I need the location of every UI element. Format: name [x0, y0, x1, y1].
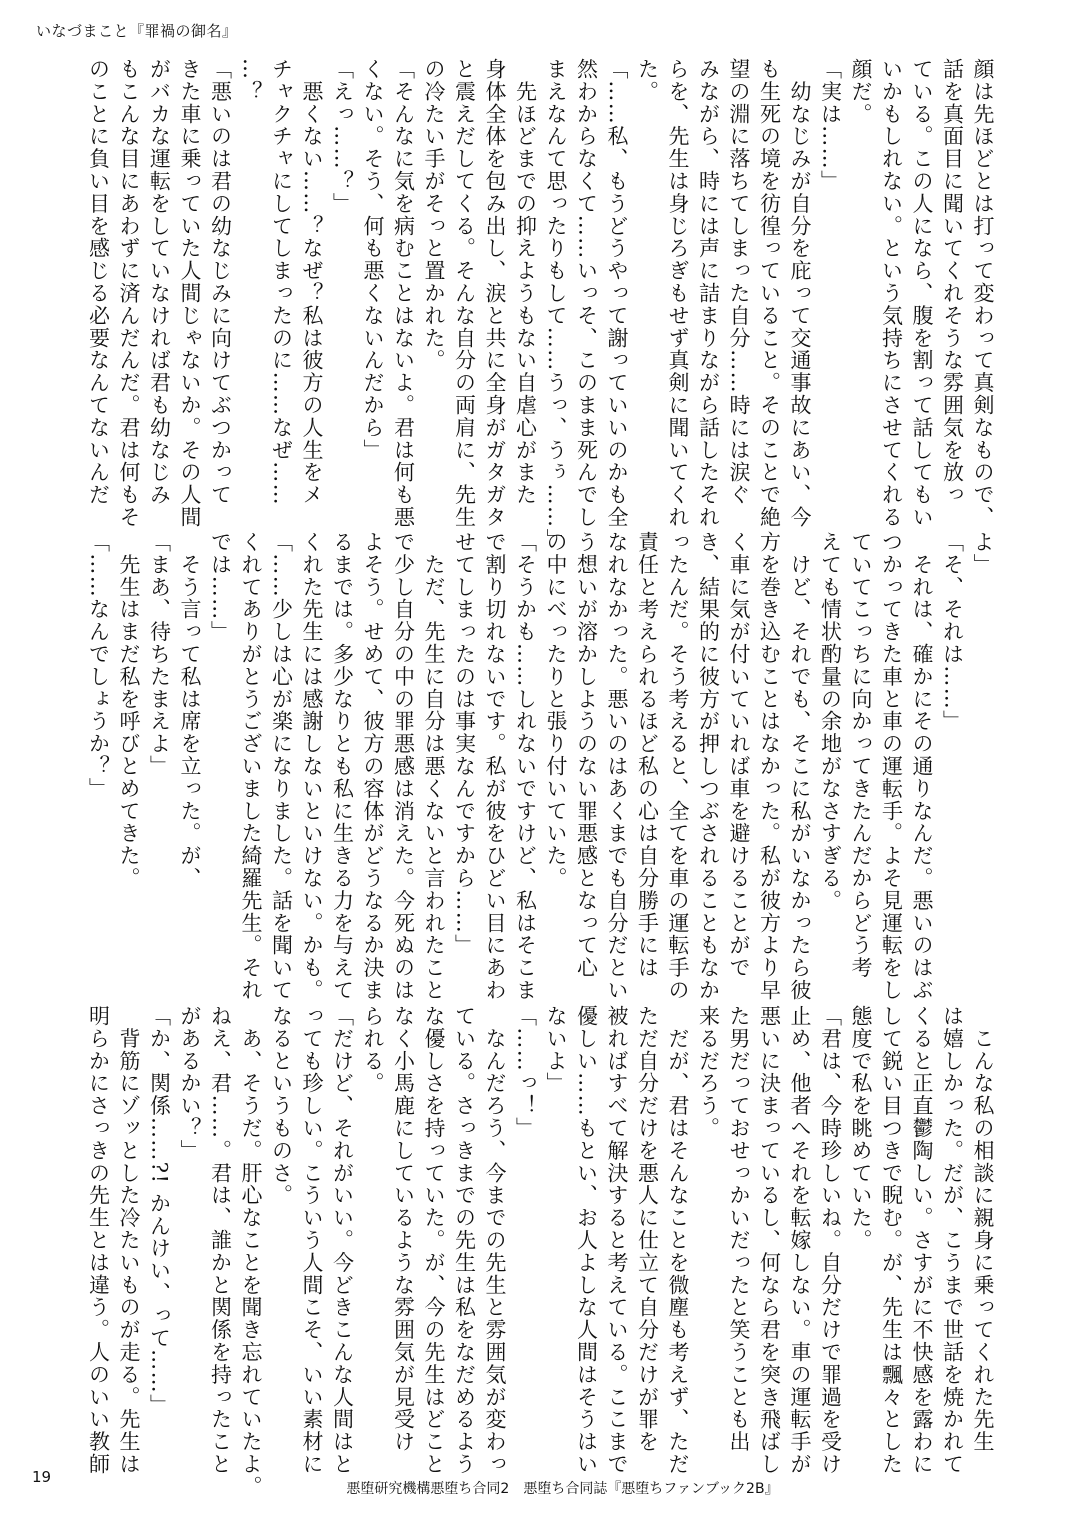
text-line: けど、それでも、そこに私がいなかったら彼 — [788, 531, 812, 1002]
text-line: 身体全体を包み出し、涙と共に全身がガタガタ — [483, 58, 507, 529]
text-line: 望の淵に落ちてしまった自分……時には涙ぐ — [727, 58, 751, 506]
text-line: らを、先生は身じろぎもせず真剣に聞いてくれ — [666, 58, 690, 529]
text-line: う想いが溶かしようのない罪悪感となって心 — [574, 531, 599, 979]
text-line: 「……っ！」 — [513, 1005, 538, 1140]
text-line: 「……私、もうどうやって謝っていいのかも全 — [605, 58, 629, 529]
text-line: 顔だ。 — [849, 58, 873, 126]
text-line: ていてこっちに向かってきたんだからどう考 — [849, 531, 873, 979]
text-line: ただ、先生に自分は悪くないと言われたこと — [422, 531, 446, 1002]
text-line: 「そ、それは……」 — [940, 531, 965, 733]
text-line: 「か、関係……?! かんけい、って……」 — [147, 1005, 172, 1417]
text-line: は嬉しかった。だが、こうまで世話を焼かれて — [940, 1005, 965, 1476]
text-line: で割り切れないです。私が彼をひどい目にあわ — [483, 531, 507, 1002]
text-line: …？ — [239, 58, 263, 103]
text-line: そう言って私は席を立った。が、 — [178, 531, 202, 890]
text-line: 「悪いのは君の幼なじみに向けてぶつかって — [208, 58, 233, 506]
text-line: なるというものさ。 — [269, 1005, 294, 1207]
text-line: だが、君はそんなことを微塵も考えず、ただ — [666, 1005, 690, 1476]
text-line: 方を巻き込むことはなかった。私が彼方より早 — [757, 531, 782, 1002]
text-line: の中にべったりと張り付いていた。 — [544, 531, 568, 890]
text-line: がバカな運転をしていなければ君も幼なじみ — [147, 58, 172, 506]
text-line: みながら、時には声に詰まりながら話したそれ — [696, 58, 721, 529]
text-line: 責任と考えられるほど私の心は自分勝手には — [635, 531, 660, 979]
text-line: よ」 — [971, 531, 995, 576]
text-line: よそう。せめて、彼方の容体がどうなるか決ま — [361, 531, 385, 1002]
text-line: ったんだ。そう考えると、全てを車の運転手の — [666, 531, 690, 1002]
text-line: 被ればすべて解決すると考えている。ここまで — [605, 1005, 629, 1476]
text-line: き、結果的に彼方が押しつぶされることもなか — [696, 531, 721, 1002]
text-line: なく小馬鹿にしているような雰囲気が見受け — [391, 1005, 416, 1453]
text-line: ねえ、君……。君は、誰かと関係を持ったこと — [208, 1005, 233, 1476]
text-line: まえなんて思ったりもして……うっ、うぅ……」 — [544, 58, 568, 551]
text-line: 「実は……」 — [818, 58, 843, 193]
text-line: 幼なじみが自分を庇って交通事故にあい、今 — [788, 58, 812, 529]
text-line: 背筋にゾッとした冷たいものが走る。先生は — [117, 1005, 141, 1476]
text-line: それは、確かにその通りなんだ。悪いのはぶ — [910, 531, 934, 1002]
text-line: くない。そう、何も悪くないんだから」 — [361, 58, 385, 462]
text-line: 話を真面目に聞いてくれそうな雰囲気を放っ — [940, 58, 965, 506]
text-line: 「……なんでしょうか？」 — [86, 531, 111, 800]
text-line: た。 — [635, 58, 660, 103]
text-line: 先生はまだ私を呼びとめてきた。 — [117, 531, 141, 890]
publication-footer: 悪堕研究機構悪堕ち合同2 悪堕ち合同誌『悪堕ちファンブック2B』 — [346, 1481, 779, 1497]
text-line: 「そうかも……しれないですけど、私はそこま — [513, 531, 538, 1002]
text-line: があるかい？」 — [178, 1005, 202, 1162]
text-line: せてしまったのは事実なんですから……」 — [452, 531, 477, 957]
text-line: して鋭い目つきで睨む。が、先生は飄々とした — [879, 1005, 904, 1476]
text-line: 「君は、今時珍しいね。自分だけで罪過を受け — [818, 1005, 843, 1476]
text-line: 態度で私を眺めていた。 — [849, 1005, 873, 1252]
text-line: つかってきた車と車の運転手。よそ見運転をし — [879, 531, 904, 1002]
text-line: ないよ」 — [544, 1005, 568, 1095]
text-line: 明らかにさっきの先生とは違う。人のいい教師 — [86, 1005, 111, 1476]
text-line: く車に気が付いていれば車を避けることがで — [727, 531, 751, 979]
text-line: なんだろう、今までの先生と雰囲気が変わっ — [483, 1005, 507, 1476]
text-line: 優しい……もとい、お人よしな人間はそうはい — [574, 1005, 599, 1476]
text-line: 来るだろう。 — [696, 1005, 721, 1140]
text-line: もこんな目にあわずに済んだんだ。君は何もそ — [117, 58, 141, 529]
text-line: なれなかった。悪いのはあくまでも自分だとい — [605, 531, 629, 1002]
text-line: 悪いに決まっているし、何なら君を突き飛ばし — [757, 1005, 782, 1476]
text-line: 然わからなくて……いっそ、このまま死んでし — [574, 58, 599, 529]
text-line: きた車に乗っていた人間じゃないか。その人間 — [178, 58, 202, 529]
text-line: 止め、他者へそれを転嫁しない。車の運転手が — [788, 1005, 812, 1476]
text-line: いかもしれない。という気持ちにさせてくれる — [879, 58, 904, 529]
text-line: の冷たい手がそっと置かれた。 — [422, 58, 446, 372]
running-header: いなづまこと『罪禍の御名』 — [36, 22, 238, 40]
text-line: 「えっ……？」 — [330, 58, 355, 215]
text-line: 「まあ、待ちたまえよ」 — [147, 531, 172, 778]
text-line: 「だけど、それがいい。今どきこんな人間はと — [330, 1005, 355, 1476]
text-line: 先ほどまでの抑えようもない自虐心がまた — [513, 58, 538, 506]
text-line: のことに負い目を感じる必要なんてないんだ — [86, 58, 111, 506]
text-line: っても珍しい。こういう人間こそ、いい素材に — [300, 1005, 324, 1476]
text-line: で少し自分の中の罪悪感は消えた。今死ぬのは — [391, 531, 416, 1002]
text-line: ている。この人になら、腹を割って話してもい — [910, 58, 934, 529]
text-line: と震えだしてくる。そんな自分の両肩に、先生 — [452, 58, 477, 529]
text-line: チャクチャにしてしまったのに……なぜ…… — [269, 58, 294, 506]
page-number: 19 — [32, 1468, 52, 1486]
text-line: あ、そうだ。肝心なことを聞き忘れていたよ。 — [239, 1005, 263, 1498]
text-line: くると正直鬱陶しい。さすがに不快感を露わに — [910, 1005, 934, 1476]
text-line: 「……少しは心が楽になりました。話を聞いて — [269, 531, 294, 1002]
text-line: こんな私の相談に親身に乗ってくれた先生 — [971, 1005, 995, 1453]
text-line: も生死の境を彷徨っていること。そのことで絶 — [757, 58, 782, 529]
text-line: られる。 — [361, 1005, 385, 1095]
text-line: 「そんなに気を病むことはないよ。君は何も悪 — [391, 58, 416, 529]
text-line: るまでは。多少なりとも私に生きる力を与えて — [330, 531, 355, 1002]
text-line: くれてありがとうございました綺羅先生。それ — [239, 531, 263, 1002]
text-line: 顔は先ほどとは打って変わって真剣なもので、 — [971, 58, 995, 529]
text-block-upper — [86, 58, 998, 551]
text-line: た男だっておせっかいだったと笑うことも出 — [727, 1005, 751, 1453]
text-line: な優しさを持っていた。が、今の先生はどこと — [422, 1005, 446, 1476]
text-line: ている。さっきまでの先生は私をなだめるよう — [452, 1005, 477, 1476]
text-line: 悪くない……？なぜ？私は彼方の人生をメ — [300, 58, 324, 506]
text-line: くれた先生には感謝しないといけない。かも。 — [300, 531, 324, 1002]
text-line: えても情状酌量の余地がなさすぎる。 — [818, 531, 843, 912]
text-line: ただ自分だけを悪人に仕立て自分だけが罪を — [635, 1005, 660, 1453]
text-block-middle — [86, 531, 998, 1002]
text-line: では……」 — [208, 531, 233, 643]
